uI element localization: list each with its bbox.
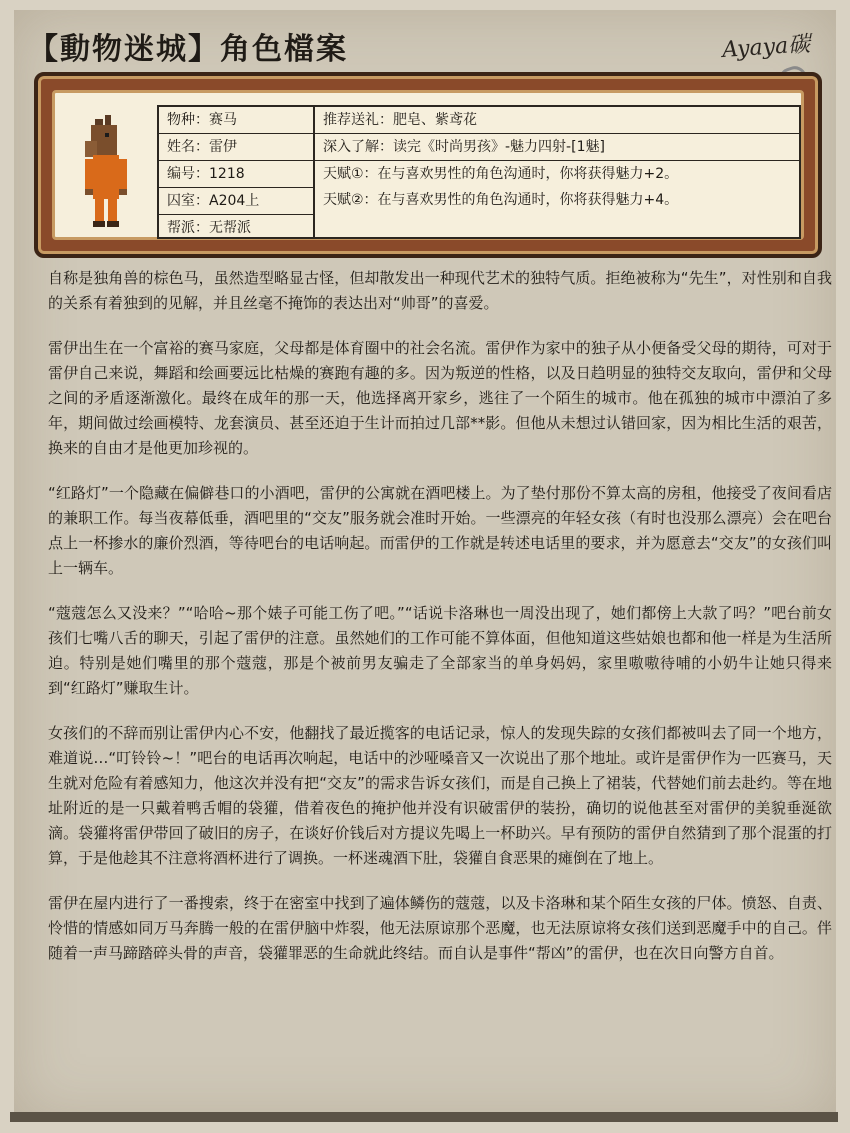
profile-card <box>34 72 822 258</box>
profile-detail-column <box>315 107 799 237</box>
biography-text <box>48 266 832 986</box>
brand-logo: Ayaya碳 <box>721 31 811 64</box>
talent-2-field: 天赋②：在与喜欢男性的角色沟通时，你将获得魅力+4。 <box>323 192 679 208</box>
page-bottom-edge <box>10 1112 838 1122</box>
species-field: 物种：赛马 <box>159 107 313 134</box>
paragraph: “红路灯”一个隐藏在偏僻巷口的小酒吧，雷伊的公寓就在酒吧楼上。为了垫付那份不算太高的房租，他接受了夜间看店的兼职工作。每当夜幕低垂，酒吧里的“交友”服务就会准时开始。一些漂亮的年轻女孩（有时也没那么漂亮）会在吧台点上一杯掺水的廉价烈酒，等待吧台的电话响起。而雷伊的工作就是转述电话里的要求，并为愿意去“交友”的女孩们叫上一辆车。 <box>48 484 832 577</box>
deep-dive-field: 深入了解：读完《时尚男孩》-魅力四射-[1魅] <box>315 134 799 161</box>
gang-field: 帮派：无帮派 <box>167 220 251 236</box>
paragraph: 雷伊在屋内进行了一番搜索，终于在密室中找到了遍体鳞伤的蔻蔻，以及卡洛琳和某个陌生女孩的尸体。愤怒、自责、怜惜的情感如同万马奔腾一般的在雷伊脑中炸裂，他无法原谅那个恶魔，也无法原谅将女孩们送到恶魔手中的自己。伴随着一声马蹄踏碎头骨的声音，袋獾罪恶的生命就此终结。而自认是事件“帮凶”的雷伊，也在次日向警方自首。 <box>48 894 832 962</box>
number-field: 编号：1218 <box>159 161 313 188</box>
cell-field: 囚室：A204上 <box>159 188 313 215</box>
paragraph: 自称是独角兽的棕色马，虽然造型略显古怪，但却散发出一种现代艺术的独特气质。拒绝被称为“先生”，对性别和自我的关系有着独到的见解，并且丝毫不掩饰的表达出对“帅哥”的喜爱。 <box>48 269 832 312</box>
page-title: 【動物迷城】角色檔案 <box>28 32 348 67</box>
paragraph: 女孩们的不辞而别让雷伊内心不安，他翻找了最近揽客的电话记录，惊人的发现失踪的女孩们都被叫去了同一个地方，难道说…“叮铃铃~！”吧台的电话再次响起，电话中的沙哑嗓音又一次说出了那个地址。或许是雷伊作为一匹赛马，天生就对危险有着感知力，他这次并没有把“交友”的需求告诉女孩们，而是自己换上了裙装，代替她们前去赴约。等在地址附近的是一只戴着鸭舌帽的袋獾，借着夜色的掩护他并没有识破雷伊的装扮，确切的说他甚至对雷伊的美貌垂涎欲滴。袋獾将雷伊带回了破旧的房子，在谈好价钱后对方提议先喝上一杯助兴。早有预防的雷伊自然猜到了那个混蛋的打算，于是他趁其不注意将酒杯进行了调换。一杯迷魂酒下肚，袋獾自食恶果的瘫倒在了地上。 <box>48 724 832 867</box>
talent-1-field: 天赋①：在与喜欢男性的角色沟通时，你将获得魅力+2。 <box>323 166 679 182</box>
name-field: 姓名：雷伊 <box>159 134 313 161</box>
horse-portrait-icon <box>65 111 145 231</box>
profile-basic-column <box>159 107 315 237</box>
paragraph: “蔻蔻怎么又没来？”“哈哈~那个婊子可能工伤了吧。”“话说卡洛琳也一周没出现了，她们都傍上大款了吗？”吧台前女孩们七嘴八舌的聊天，引起了雷伊的注意。虽然她们的工作可能不算体面，但他知道这些姑娘也都和他一样是为生活所迫。特别是她们嘴里的那个蔻蔻，那是个被前男友骗走了全部家当的单身妈妈，家里嗷嗷待哺的小奶牛让她只得来到“红路灯”赚取生计。 <box>48 604 832 697</box>
paragraph: 雷伊出生在一个富裕的赛马家庭，父母都是体育圈中的社会名流。雷伊作为家中的独子从小便备受父母的期待，可对于雷伊自己来说，舞蹈和绘画要远比枯燥的赛跑有趣的多。因为叛逆的性格，以及日趋明显的独特交友取向，雷伊和父母之间的矛盾逐渐激化。最终在成年的那一天，他选择离开家乡，逃往了一个陌生的城市。他在孤独的城市中漂泊了多年，期间做过绘画模特、龙套演员、甚至还迫于生计而拍过几部**影。但他从未想过认错回家，因为相比生活的艰苦，换来的自由才是他更加珍视的。 <box>48 339 832 457</box>
profile-info-table <box>157 105 801 239</box>
document-page <box>14 10 836 1120</box>
profile-card-inner <box>52 90 804 240</box>
gift-field: 推荐送礼：肥皂、紫鸢花 <box>315 107 799 134</box>
